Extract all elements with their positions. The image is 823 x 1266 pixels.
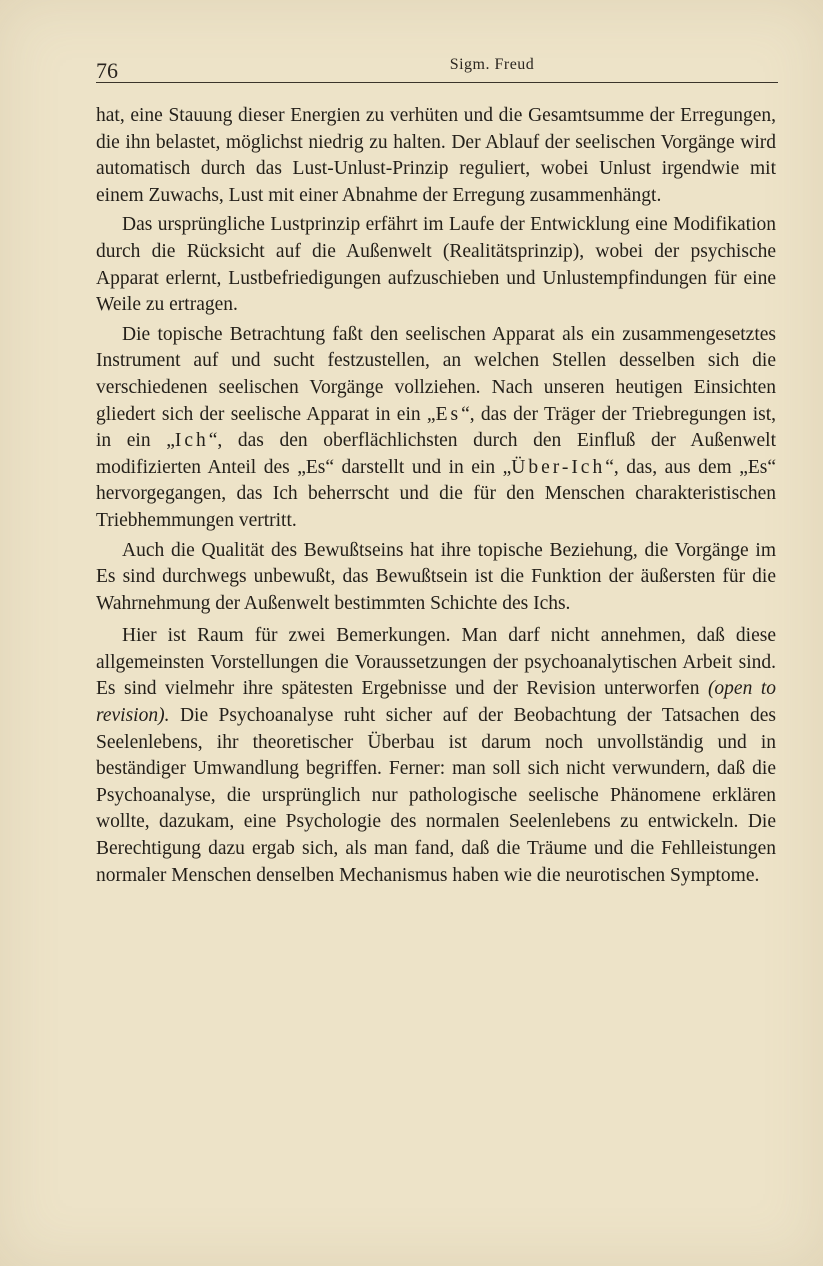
body-text [96,103,776,889]
paragraph-3 [96,322,776,535]
page-header [96,52,778,83]
paragraph-5-text-1: Hier ist Raum für zwei Bemerkungen. Man darf nicht annehmen, daß diese allgemeinsten Vorstellungen die Voraussetzungen der psychoanalytischen Arbeit sind. Es sind vielmehr ihre spätesten Ergebnisse und der Revision unterworfen [96,625,776,700]
paragraph-5-text-2: Die Psychoanalyse ruht sicher auf der Beobachtung der Tatsachen des Seelenlebens, ihr theoretischer Überbau ist darum noch unvollständig und in beständiger Umwandlung begriffen. Ferner: man soll sich nicht verwundern, daß die Psychoanalyse, die ursprünglich nur pathologische seelische Phänomene erklären wollte, dazukam, eine Psychologie des normalen Seelenlebens zu entwickeln. Die Berechtigung dazu ergab sich, als man fand, daß die Träume und die Fehlleistungen normaler Menschen denselben Mechanismus haben wie die neurotischen Symptome. [96,705,776,886]
term-ich: Ich [174,430,209,452]
paragraph-2: Das ursprüngliche Lustprinzip erfährt im Laufe der Entwicklung eine Modifikation durch die Rücksicht auf die Außenwelt (Realitätsprinzip), wobei der psychische Apparat erlernt, Lustbefriedigungen aufzuschieben und Unlustempfindungen für eine Weile zu ertragen. [96,214,776,316]
paragraph-3-text-1: Die topische Betrachtung faßt den seelischen Apparat als ein zusammengesetztes Instrument auf und sucht festzustellen, an welchen Stellen desselben sich die verschiedenen seelischen Vorgänge vollziehen. Nach unseren heutigen Einsichten gliedert sich der seelische Apparat in ein „ [96,323,776,425]
paragraph-3-text-2: “, das der Träger der Triebregungen ist, in ein „ [96,403,776,452]
paragraph-4: Auch die Qualität des Bewußtseins hat ihre topische Beziehung, die Vorgänge im Es sind durchwegs unbewußt, das Bewußtsein ist die Funktion der äußersten für die Wahrnehmung der Außenwelt bestimmten Schichte des Ichs. [96,539,776,614]
paragraph-1: hat, eine Stauung dieser Energien zu verhüten und die Gesamtsumme der Erregungen, die ihn belastet, möglichst niedrig zu halten. Der Ablauf der seelischen Vorgänge wird automatisch durch das Lust-Unlust-Prinzip reguliert, wobei Unlust irgendwie mit einem Zuwachs, Lust mit einer Abnahme der Erregung zusammenhängt. [96,105,776,206]
paragraph-5 [96,623,776,889]
phrase-open-to-revision: (open to revision). [96,678,776,727]
running-title: Sigm. Freud [449,56,535,73]
term-ueber-ich: Über-Ich [511,456,606,478]
page-number: 76 [96,58,118,83]
term-es: Es [435,403,462,425]
paragraph-3-text-4: “, das, aus dem „Es“ hervorgegangen, das Ich beherrscht und die für den Menschen charakteristischen Triebhemmungen vertritt. [96,456,776,531]
paragraph-3-text-3: “, das den oberflächlichsten durch den Einfluß der Außenwelt modifizierten Anteil des „Es“ darstellt und in ein „ [96,430,776,478]
